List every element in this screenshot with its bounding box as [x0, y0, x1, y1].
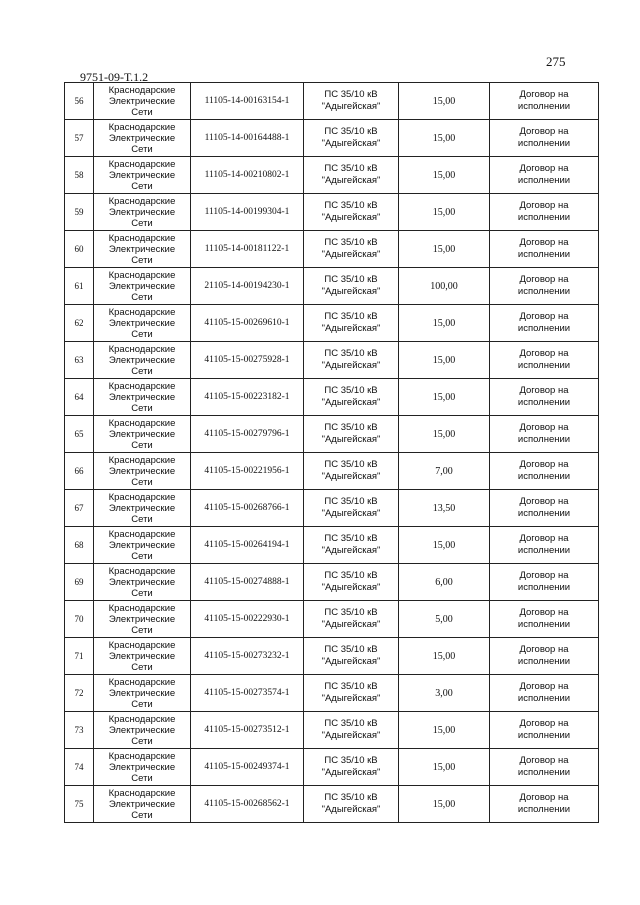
organization-line: Краснодарские — [108, 528, 176, 540]
substation-cell — [304, 675, 399, 712]
organization-line: Сети — [131, 624, 153, 636]
status-cell — [490, 268, 599, 305]
status-line: исполнении — [517, 545, 571, 556]
substation-line: ПС 35/10 кВ — [324, 237, 378, 248]
substation-cell — [304, 749, 399, 786]
application-code-cell: 41105-15-00268766-1 — [191, 490, 304, 527]
organization-line: Электрические — [108, 576, 176, 588]
power-cell: 15,00 — [399, 342, 490, 379]
status-line: Договор на — [519, 570, 569, 581]
organization-line: Сети — [131, 661, 153, 673]
substation-line: ПС 35/10 кВ — [324, 163, 378, 174]
substation-line: "Адыгейская" — [321, 656, 381, 667]
organization-line: Электрические — [108, 465, 176, 477]
substation-line: ПС 35/10 кВ — [324, 607, 378, 618]
substation-cell — [304, 157, 399, 194]
power-cell: 15,00 — [399, 231, 490, 268]
status-line: Договор на — [519, 792, 569, 803]
substation-line: "Адыгейская" — [321, 175, 381, 186]
power-cell: 15,00 — [399, 379, 490, 416]
organization-line: Сети — [131, 180, 153, 192]
application-code-cell: 41105-15-00279796-1 — [191, 416, 304, 453]
organization-cell — [94, 453, 191, 490]
organization-line: Электрические — [108, 243, 176, 255]
status-line: исполнении — [517, 249, 571, 260]
status-line: Договор на — [519, 348, 569, 359]
organization-cell — [94, 231, 191, 268]
status-cell — [490, 601, 599, 638]
organization-line: Сети — [131, 143, 153, 155]
row-number-cell: 64 — [65, 379, 94, 416]
organization-line: Сети — [131, 254, 153, 266]
power-cell: 15,00 — [399, 749, 490, 786]
application-code-cell: 11105-14-00164488-1 — [191, 120, 304, 157]
organization-line: Электрические — [108, 280, 176, 292]
substation-line: "Адыгейская" — [321, 212, 381, 223]
organization-line: Электрические — [108, 613, 176, 625]
status-cell — [490, 638, 599, 675]
row-number-cell: 57 — [65, 120, 94, 157]
status-line: исполнении — [517, 730, 571, 741]
status-line: исполнении — [517, 656, 571, 667]
table-row — [65, 490, 599, 527]
organization-line: Электрические — [108, 761, 176, 773]
substation-line: ПС 35/10 кВ — [324, 533, 378, 544]
substation-line: ПС 35/10 кВ — [324, 126, 378, 137]
substation-line: "Адыгейская" — [321, 767, 381, 778]
table-row — [65, 749, 599, 786]
organization-cell — [94, 157, 191, 194]
organization-line: Электрические — [108, 502, 176, 514]
table-row — [65, 675, 599, 712]
status-line: исполнении — [517, 619, 571, 630]
row-number-cell: 74 — [65, 749, 94, 786]
substation-line: "Адыгейская" — [321, 101, 381, 112]
organization-line: Электрические — [108, 650, 176, 662]
power-cell: 15,00 — [399, 527, 490, 564]
organization-line: Сети — [131, 513, 153, 525]
table-row — [65, 601, 599, 638]
table-row — [65, 157, 599, 194]
organization-cell — [94, 490, 191, 527]
organization-cell — [94, 786, 191, 823]
organization-cell — [94, 601, 191, 638]
table-row — [65, 268, 599, 305]
organization-cell — [94, 416, 191, 453]
substation-cell — [304, 527, 399, 564]
power-cell: 15,00 — [399, 416, 490, 453]
status-line: исполнении — [517, 360, 571, 371]
status-cell — [490, 786, 599, 823]
status-cell — [490, 712, 599, 749]
application-code-cell: 41105-15-00275928-1 — [191, 342, 304, 379]
organization-line: Сети — [131, 476, 153, 488]
status-line: исполнении — [517, 434, 571, 445]
substation-cell — [304, 231, 399, 268]
organization-cell — [94, 527, 191, 564]
substation-line: "Адыгейская" — [321, 249, 381, 260]
organization-cell — [94, 638, 191, 675]
organization-line: Электрические — [108, 724, 176, 736]
organization-line: Сети — [131, 550, 153, 562]
substation-line: "Адыгейская" — [321, 693, 381, 704]
substation-line: "Адыгейская" — [321, 545, 381, 556]
row-number-cell: 69 — [65, 564, 94, 601]
table-row — [65, 527, 599, 564]
status-cell — [490, 527, 599, 564]
organization-line: Краснодарские — [108, 343, 176, 355]
organization-line: Электрические — [108, 206, 176, 218]
organization-cell — [94, 305, 191, 342]
application-code-cell: 41105-15-00273512-1 — [191, 712, 304, 749]
power-cell: 15,00 — [399, 712, 490, 749]
organization-line: Сети — [131, 402, 153, 414]
application-code-cell: 41105-15-00273574-1 — [191, 675, 304, 712]
status-line: Договор на — [519, 644, 569, 655]
organization-line: Краснодарские — [108, 306, 176, 318]
application-code-cell: 41105-15-00269610-1 — [191, 305, 304, 342]
table-row — [65, 786, 599, 823]
substation-line: "Адыгейская" — [321, 138, 381, 149]
organization-line: Сети — [131, 439, 153, 451]
status-line: Договор на — [519, 163, 569, 174]
status-cell — [490, 231, 599, 268]
organization-cell — [94, 379, 191, 416]
row-number-cell: 65 — [65, 416, 94, 453]
contracts-table — [64, 82, 599, 823]
status-cell — [490, 194, 599, 231]
substation-cell — [304, 712, 399, 749]
substation-line: "Адыгейская" — [321, 582, 381, 593]
power-cell: 15,00 — [399, 120, 490, 157]
row-number-cell: 72 — [65, 675, 94, 712]
substation-line: ПС 35/10 кВ — [324, 274, 378, 285]
substation-cell — [304, 120, 399, 157]
organization-line: Краснодарские — [108, 417, 176, 429]
substation-cell — [304, 601, 399, 638]
organization-line: Электрические — [108, 391, 176, 403]
organization-line: Краснодарские — [108, 713, 176, 725]
power-cell: 7,00 — [399, 453, 490, 490]
status-line: Договор на — [519, 681, 569, 692]
application-code-cell: 41105-15-00222930-1 — [191, 601, 304, 638]
organization-line: Сети — [131, 291, 153, 303]
status-line: исполнении — [517, 508, 571, 519]
status-line: исполнении — [517, 323, 571, 334]
status-line: Договор на — [519, 607, 569, 618]
table-row — [65, 453, 599, 490]
organization-line: Электрические — [108, 95, 176, 107]
status-line: Договор на — [519, 385, 569, 396]
application-code-cell: 41105-15-00264194-1 — [191, 527, 304, 564]
substation-line: ПС 35/10 кВ — [324, 681, 378, 692]
substation-line: "Адыгейская" — [321, 508, 381, 519]
status-line: Договор на — [519, 200, 569, 211]
page-number: 275 — [546, 54, 566, 69]
application-code-cell: 41105-15-00223182-1 — [191, 379, 304, 416]
organization-line: Краснодарские — [108, 491, 176, 503]
organization-line: Электрические — [108, 428, 176, 440]
substation-line: ПС 35/10 кВ — [324, 200, 378, 211]
organization-line: Краснодарские — [108, 454, 176, 466]
substation-line: "Адыгейская" — [321, 397, 381, 408]
substation-line: ПС 35/10 кВ — [324, 496, 378, 507]
status-line: Договор на — [519, 422, 569, 433]
status-line: Договор на — [519, 274, 569, 285]
organization-line: Сети — [131, 772, 153, 784]
substation-line: ПС 35/10 кВ — [324, 385, 378, 396]
table-row — [65, 120, 599, 157]
application-code-cell: 41105-15-00249374-1 — [191, 749, 304, 786]
organization-line: Сети — [131, 809, 153, 821]
table-row — [65, 342, 599, 379]
organization-cell — [94, 342, 191, 379]
power-cell: 15,00 — [399, 83, 490, 120]
organization-line: Краснодарские — [108, 750, 176, 762]
row-number-cell: 59 — [65, 194, 94, 231]
substation-line: ПС 35/10 кВ — [324, 570, 378, 581]
table-row — [65, 231, 599, 268]
organization-line: Краснодарские — [108, 676, 176, 688]
status-line: исполнении — [517, 693, 571, 704]
organization-line: Сети — [131, 217, 153, 229]
substation-cell — [304, 194, 399, 231]
application-code-cell: 11105-14-00210802-1 — [191, 157, 304, 194]
row-number-cell: 71 — [65, 638, 94, 675]
power-cell: 15,00 — [399, 638, 490, 675]
status-line: исполнении — [517, 138, 571, 149]
organization-line: Краснодарские — [108, 84, 176, 96]
organization-line: Краснодарские — [108, 195, 176, 207]
substation-line: ПС 35/10 кВ — [324, 644, 378, 655]
substation-line: ПС 35/10 кВ — [324, 422, 378, 433]
status-cell — [490, 83, 599, 120]
organization-line: Краснодарские — [108, 639, 176, 651]
substation-cell — [304, 379, 399, 416]
row-number-cell: 60 — [65, 231, 94, 268]
status-line: Договор на — [519, 533, 569, 544]
status-line: исполнении — [517, 101, 571, 112]
organization-cell — [94, 564, 191, 601]
application-code-cell: 41105-15-00274888-1 — [191, 564, 304, 601]
organization-line: Сети — [131, 698, 153, 710]
substation-line: ПС 35/10 кВ — [324, 792, 378, 803]
power-cell: 15,00 — [399, 786, 490, 823]
table-row — [65, 416, 599, 453]
row-number-cell: 61 — [65, 268, 94, 305]
row-number-cell: 58 — [65, 157, 94, 194]
organization-cell — [94, 675, 191, 712]
substation-line: ПС 35/10 кВ — [324, 459, 378, 470]
table-row — [65, 194, 599, 231]
organization-line: Электрические — [108, 687, 176, 699]
power-cell: 100,00 — [399, 268, 490, 305]
organization-line: Краснодарские — [108, 158, 176, 170]
power-cell: 13,50 — [399, 490, 490, 527]
organization-cell — [94, 194, 191, 231]
status-line: исполнении — [517, 582, 571, 593]
row-number-cell: 70 — [65, 601, 94, 638]
status-line: Договор на — [519, 89, 569, 100]
organization-cell — [94, 712, 191, 749]
organization-line: Краснодарские — [108, 121, 176, 133]
row-number-cell: 68 — [65, 527, 94, 564]
status-line: исполнении — [517, 175, 571, 186]
application-code-cell: 21105-14-00194230-1 — [191, 268, 304, 305]
table-row — [65, 564, 599, 601]
application-code-cell: 41105-15-00268562-1 — [191, 786, 304, 823]
table-row — [65, 379, 599, 416]
organization-line: Сети — [131, 587, 153, 599]
substation-line: ПС 35/10 кВ — [324, 89, 378, 100]
status-cell — [490, 453, 599, 490]
organization-line: Электрические — [108, 132, 176, 144]
substation-line: ПС 35/10 кВ — [324, 311, 378, 322]
organization-line: Краснодарские — [108, 380, 176, 392]
table-row — [65, 712, 599, 749]
power-cell: 15,00 — [399, 305, 490, 342]
status-cell — [490, 157, 599, 194]
status-line: Договор на — [519, 496, 569, 507]
document-code: 9751-09-Т.1.2 — [80, 70, 149, 84]
status-line: исполнении — [517, 804, 571, 815]
status-line: Договор на — [519, 459, 569, 470]
row-number-cell: 75 — [65, 786, 94, 823]
status-line: Договор на — [519, 126, 569, 137]
row-number-cell: 63 — [65, 342, 94, 379]
organization-line: Электрические — [108, 354, 176, 366]
row-number-cell: 66 — [65, 453, 94, 490]
status-line: исполнении — [517, 212, 571, 223]
status-line: Договор на — [519, 237, 569, 248]
status-cell — [490, 490, 599, 527]
status-line: исполнении — [517, 397, 571, 408]
status-line: Договор на — [519, 755, 569, 766]
substation-line: ПС 35/10 кВ — [324, 718, 378, 729]
substation-line: "Адыгейская" — [321, 730, 381, 741]
substation-line: "Адыгейская" — [321, 471, 381, 482]
organization-cell — [94, 268, 191, 305]
power-cell: 3,00 — [399, 675, 490, 712]
organization-cell — [94, 120, 191, 157]
substation-cell — [304, 83, 399, 120]
status-line: Договор на — [519, 718, 569, 729]
substation-line: "Адыгейская" — [321, 619, 381, 630]
organization-line: Электрические — [108, 798, 176, 810]
organization-line: Сети — [131, 106, 153, 118]
status-cell — [490, 675, 599, 712]
substation-line: "Адыгейская" — [321, 804, 381, 815]
status-line: исполнении — [517, 767, 571, 778]
status-cell — [490, 379, 599, 416]
power-cell: 6,00 — [399, 564, 490, 601]
power-cell: 15,00 — [399, 157, 490, 194]
substation-line: "Адыгейская" — [321, 434, 381, 445]
table-row — [65, 305, 599, 342]
status-cell — [490, 305, 599, 342]
organization-line: Краснодарские — [108, 269, 176, 281]
table-row — [65, 83, 599, 120]
status-cell — [490, 416, 599, 453]
substation-cell — [304, 305, 399, 342]
organization-cell — [94, 749, 191, 786]
status-cell — [490, 564, 599, 601]
substation-line: "Адыгейская" — [321, 286, 381, 297]
row-number-cell: 67 — [65, 490, 94, 527]
organization-line: Сети — [131, 328, 153, 340]
organization-line: Краснодарские — [108, 787, 176, 799]
status-line: исполнении — [517, 286, 571, 297]
status-line: исполнении — [517, 471, 571, 482]
organization-line: Краснодарские — [108, 565, 176, 577]
substation-line: "Адыгейская" — [321, 360, 381, 371]
application-code-cell: 11105-14-00199304-1 — [191, 194, 304, 231]
organization-line: Сети — [131, 365, 153, 377]
organization-line: Сети — [131, 735, 153, 747]
substation-cell — [304, 490, 399, 527]
substation-line: ПС 35/10 кВ — [324, 348, 378, 359]
row-number-cell: 62 — [65, 305, 94, 342]
application-code-cell: 11105-14-00181122-1 — [191, 231, 304, 268]
application-code-cell: 11105-14-00163154-1 — [191, 83, 304, 120]
substation-cell — [304, 453, 399, 490]
substation-cell — [304, 638, 399, 675]
application-code-cell: 41105-15-00221956-1 — [191, 453, 304, 490]
substation-line: "Адыгейская" — [321, 323, 381, 334]
table-body — [65, 83, 599, 823]
row-number-cell: 56 — [65, 83, 94, 120]
organization-line: Краснодарские — [108, 232, 176, 244]
application-code-cell: 41105-15-00273232-1 — [191, 638, 304, 675]
substation-cell — [304, 268, 399, 305]
status-cell — [490, 120, 599, 157]
substation-cell — [304, 786, 399, 823]
organization-cell — [94, 83, 191, 120]
substation-cell — [304, 564, 399, 601]
power-cell: 5,00 — [399, 601, 490, 638]
substation-cell — [304, 342, 399, 379]
substation-line: ПС 35/10 кВ — [324, 755, 378, 766]
organization-line: Электрические — [108, 539, 176, 551]
table-row — [65, 638, 599, 675]
row-number-cell: 73 — [65, 712, 94, 749]
organization-line: Краснодарские — [108, 602, 176, 614]
status-cell — [490, 342, 599, 379]
status-cell — [490, 749, 599, 786]
power-cell: 15,00 — [399, 194, 490, 231]
status-line: Договор на — [519, 311, 569, 322]
substation-cell — [304, 416, 399, 453]
organization-line: Электрические — [108, 317, 176, 329]
organization-line: Электрические — [108, 169, 176, 181]
